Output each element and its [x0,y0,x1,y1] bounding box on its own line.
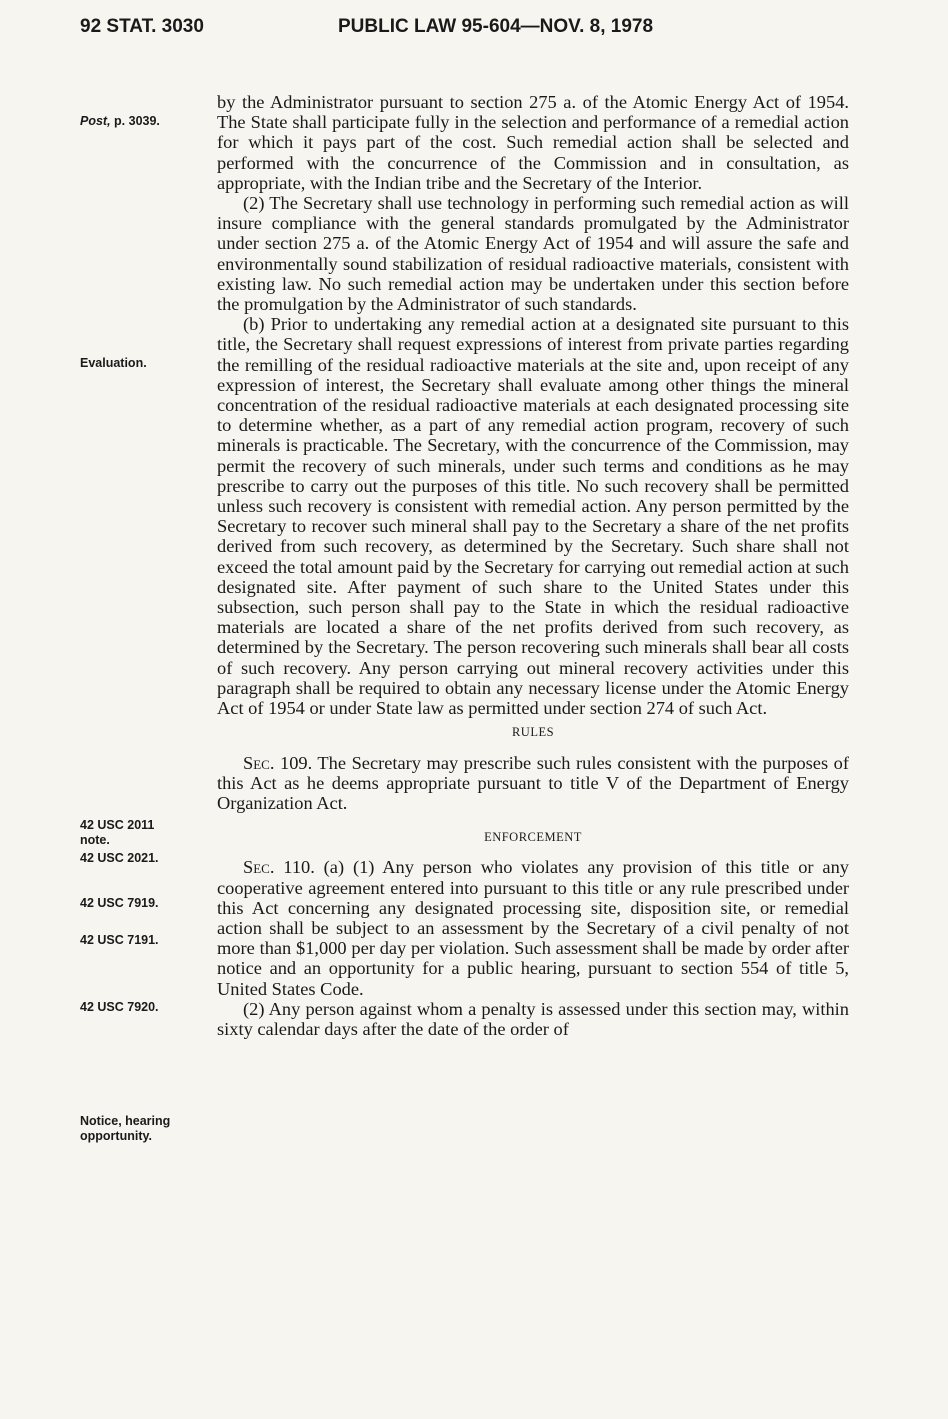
margin-note-evaluation: Evaluation. [80,356,147,370]
section-109: Sec. 109. The Secretary may prescribe such rules consistent with the purposes of this Act as he deems appropriate pursuant to title V of the Department of Energy Organization Act. [217,752,849,813]
margin-note-usc-2021: 42 USC 2021. [80,851,159,865]
main-text [217,92,849,1039]
margin-note-post-ref: Post, p. 3039. [80,114,160,128]
margin-note-usc-2011: 42 USC 2011 note. 42 USC 2021. [80,818,210,866]
stat-page-number: 92 STAT. 3030 [80,16,204,37]
margin-note-notice-hearing: Notice, hearing opportunity. [80,1114,171,1143]
margin-note-usc-7191: 42 USC 7191. [80,933,159,947]
page-header [80,16,850,48]
rules-heading: RULES [511,725,555,740]
paragraph-110-a-2: (2) Any person against whom a penalty is assessed under this section may, within sixty calendar days after the date of the order of [217,998,849,1039]
running-title: PUBLIC LAW 95-604—NOV. 8, 1978 [338,16,654,37]
margin-note-usc-7920: 42 USC 7920. [80,1000,159,1014]
paragraph-2: (2) The Secretary shall use technology in performing such remedial action as will insure compliance with the general standards promulgated by the Administrator under section 275 a. of the Atomic Energy Act of 1954 and will assure the safe and environmentally sound stabilization of residual radioactive materials, consistent with existing law. No such remedial action may be undertaken under this section before the promulgation by the Administrator of such standards. [217,193,849,315]
enforcement-heading: ENFORCEMENT [484,830,582,845]
paragraph-b: (b) Prior to undertaking any remedial action at a designated site pursuant to this title, the Secretary shall request expressions of interest from private parties regarding the remilling of the residual radioactive materials at the site and, upon receipt of any expression of interest, the Secretary shall evaluate among other things the mineral concentration of the residual radioactive materials at each designated processing site to determine whether, as a part of any remedial action program, recovery of such minerals is practicable. The Secretary, with the concurrence of the Commission, may permit the recovery of such minerals, under such terms and conditions as he may prescribe to carry out the purposes of this title. No such recovery shall be permitted unless such recovery is consistent with remedial action. Any person permitted by the Secretary to recover such mineral shall pay to the Secretary a share of the net profits derived from such recovery, as determined by the Secretary. Such share shall not exceed the total amount paid by the Secretary for carrying out remedial action at such designated site. After payment of such share to the United States under this subsection, such person shall pay to the State in which the residual radioactive materials are located a share of the net profits derived from such recovery, as determined by the Secretary. The person recovering such minerals shall bear all costs of such recovery. Any person carrying out mineral recovery activities under this paragraph shall be required to obtain any necessary license under the Atomic Energy Act of 1954 or under State law as permitted under section 274 of such Act. [217,314,849,719]
section-110: Sec. 110. (a) (1) Any person who violates any provision of this title or any cooperative agreement entered into pursuant to this title or any rule prescribed under this Act concerning any designated processing site, disposition site, or remedial action shall be subject to an assessment by the Secretary of a civil penalty of not more than $1,000 per day per violation. Such assessment shall be made by order after notice and an opportunity for a public hearing, pursuant to section 554 of title 5, United States Code. [217,857,849,999]
paragraph-continuation: by the Administrator pursuant to section 275 a. of the Atomic Energy Act of 1954. The State shall participate fully in the selection and performance of a remedial action for which it pays part of the cost. Such remedial action shall be selected and performed with the concurrence of the Commission and in consultation, as appropriate, with the Indian tribe and the Secretary of the Interior. [217,92,849,193]
margin-note-usc-7919: 42 USC 7919. [80,896,159,910]
